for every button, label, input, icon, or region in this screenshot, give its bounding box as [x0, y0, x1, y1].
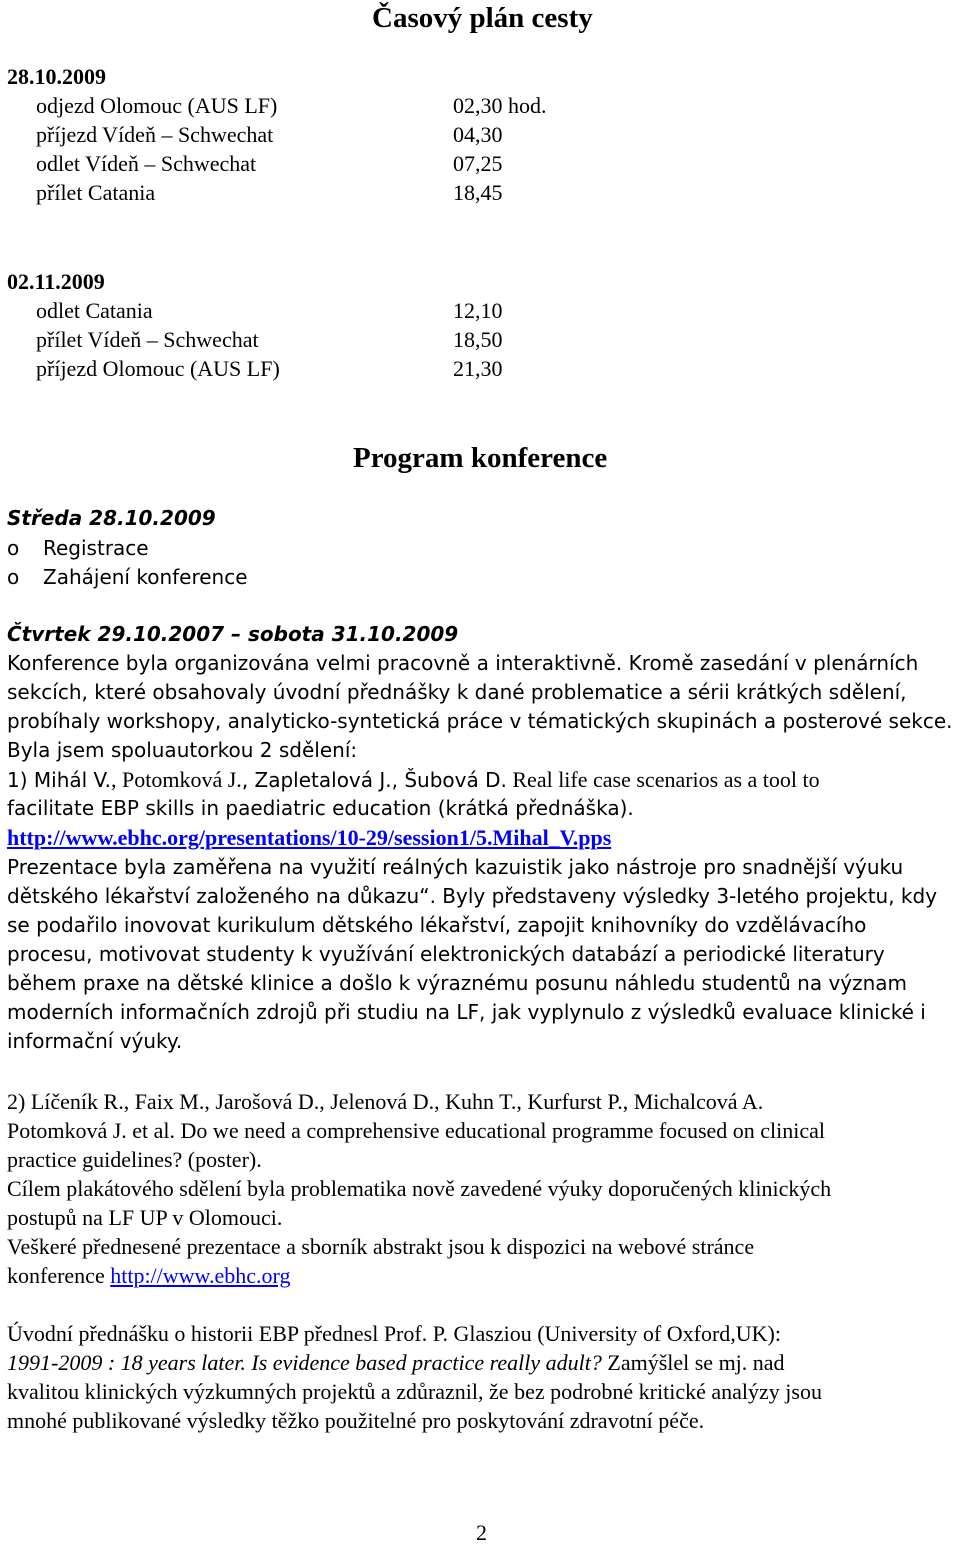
paragraph-line: Cílem plakátového sdělení byla problematika nově zavedené výuky doporučených klinických: [7, 1176, 832, 1201]
paragraph-line: sekcích, které obsahovaly úvodní přednášky k dané problematice a sérii krátkých sdělení,: [7, 680, 907, 704]
text-span: , Potomková J.: [111, 767, 242, 792]
paragraph-line: kvalitou klinických výzkumných projektů a zdůraznil, že bez podrobné kritické analýzy jsou: [7, 1379, 822, 1404]
bullet-icon: o: [7, 565, 20, 589]
schedule-row-time: 18,45: [453, 180, 503, 205]
text-span: Konference byla organizována velmi pracovně a interaktivně.: [7, 651, 623, 675]
paragraph-line: procesu, motivovat studenty k využívání elektronických databází a periodické literatury: [7, 942, 885, 966]
paragraph-line: Byla jsem spoluautorkou 2 sdělení:: [7, 738, 358, 762]
paragraph-line: Úvodní přednášku o historii EBP přednesl Prof. P. Glasziou (University of Oxford,UK):: [7, 1321, 781, 1346]
wednesday-heading: Středa 28.10.2009: [7, 506, 216, 530]
schedule-row-label: přílet Catania: [36, 180, 156, 205]
paragraph-line: mnohé publikované výsledky těžko použitelné pro poskytování zdravotní péče.: [7, 1408, 705, 1433]
text-span: Real life case scenarios as a tool to: [506, 767, 820, 792]
schedule-row-label: odlet Catania: [36, 298, 153, 323]
paragraph-line: Veškeré přednesené prezentace a sborník abstrakt jsou k dispozici na webové stránce: [7, 1234, 755, 1259]
text-span: konference: [7, 1263, 111, 1288]
paragraph-line: [7, 653, 918, 674]
paragraph-line: [7, 1265, 290, 1287]
list-item: Zahájení konference: [43, 565, 248, 589]
paragraph-line: [7, 1352, 785, 1374]
schedule-row-time: 07,25: [453, 151, 503, 176]
paragraph-line: probíhaly workshopy, analyticko-syntetická práce v tématických skupinách a posterové sekce.: [7, 709, 953, 733]
schedule-row-label: přílet Vídeň – Schwechat: [36, 327, 259, 352]
page-number: 2: [476, 1520, 487, 1545]
paragraph-line: informační výuky.: [7, 1029, 183, 1053]
paragraph-line: se podařilo inovovat kurikulum dětského lékařství, zapojit knihovníky do vzdělávacího: [7, 913, 867, 937]
bullet-icon: o: [7, 536, 20, 560]
paragraph-line: během praxe na dětské klinice a došlo k výraznému posunu náhledu studentů na význam: [7, 971, 908, 995]
reference-line: facilitate EBP skills in paediatric education (krátká přednáška).: [7, 796, 634, 820]
schedule-row-label: odjezd Olomouc (AUS LF): [36, 93, 278, 118]
paragraph-line: [7, 886, 937, 907]
reference-line: [7, 769, 820, 791]
text-span: Byly představeny výsledky 3-letého projektu, kdy: [435, 884, 938, 908]
text-span: dětského lékařství založeného na důkazu“.: [7, 884, 436, 908]
return-date: 02.11.2009: [7, 269, 105, 294]
schedule-row-time: 18,50: [453, 327, 503, 352]
presentation-link[interactable]: http://www.ebhc.org/presentations/10-29/session1/5.Mihal_V.pps: [7, 825, 612, 850]
text-span: , Šubová D.: [391, 768, 507, 792]
list-item: Registrace: [43, 536, 149, 560]
text-span: Zamýšlel se mj. nad: [601, 1350, 785, 1375]
text-span: 1) Mihál V.: [7, 768, 112, 792]
schedule-row-label: příjezd Vídeň – Schwechat: [36, 122, 274, 147]
schedule-row-label: odlet Vídeň – Schwechat: [36, 151, 257, 176]
thursday-heading: Čtvrtek 29.10.2007 – sobota 31.10.2009: [7, 622, 459, 646]
program-title: Program konference: [353, 442, 608, 474]
schedule-row-time: 21,30: [453, 356, 503, 381]
reference-line: practice guidelines? (poster).: [7, 1147, 262, 1172]
ebhc-link[interactable]: http://www.ebhc.org: [110, 1263, 291, 1288]
lecture-title: 1991-2009 : 18 years later. Is evidence based practice really adult?: [7, 1350, 602, 1375]
reference-line: Potomková J. et al. Do we need a comprehensive educational programme focused on clinical: [7, 1118, 826, 1143]
outbound-date: 28.10.2009: [7, 64, 106, 89]
text-span: Kromě zasedání v plenárních: [622, 651, 919, 675]
schedule-title: Časový plán cesty: [372, 2, 593, 34]
schedule-row-label: příjezd Olomouc (AUS LF): [36, 356, 280, 381]
schedule-row-time: 12,10: [453, 298, 503, 323]
paragraph-line: moderních informačních zdrojů při studiu na LF, jak vyplynulo z výsledků evaluace klinické i: [7, 1000, 926, 1024]
paragraph-line: Prezentace byla zaměřena na využití reálných kazuistik jako nástroje pro snadnější výuku: [7, 855, 904, 879]
text-span: , Zapletalová J.: [241, 768, 392, 792]
reference-line: 2) Líčeník R., Faix M., Jarošová D., Jelenová D., Kuhn T., Kurfurst P., Michalcová A.: [7, 1089, 764, 1114]
schedule-row-time: 04,30: [453, 122, 503, 147]
paragraph-line: postupů na LF UP v Olomouci.: [7, 1205, 283, 1230]
schedule-row-time: 02,30 hod.: [453, 93, 547, 118]
